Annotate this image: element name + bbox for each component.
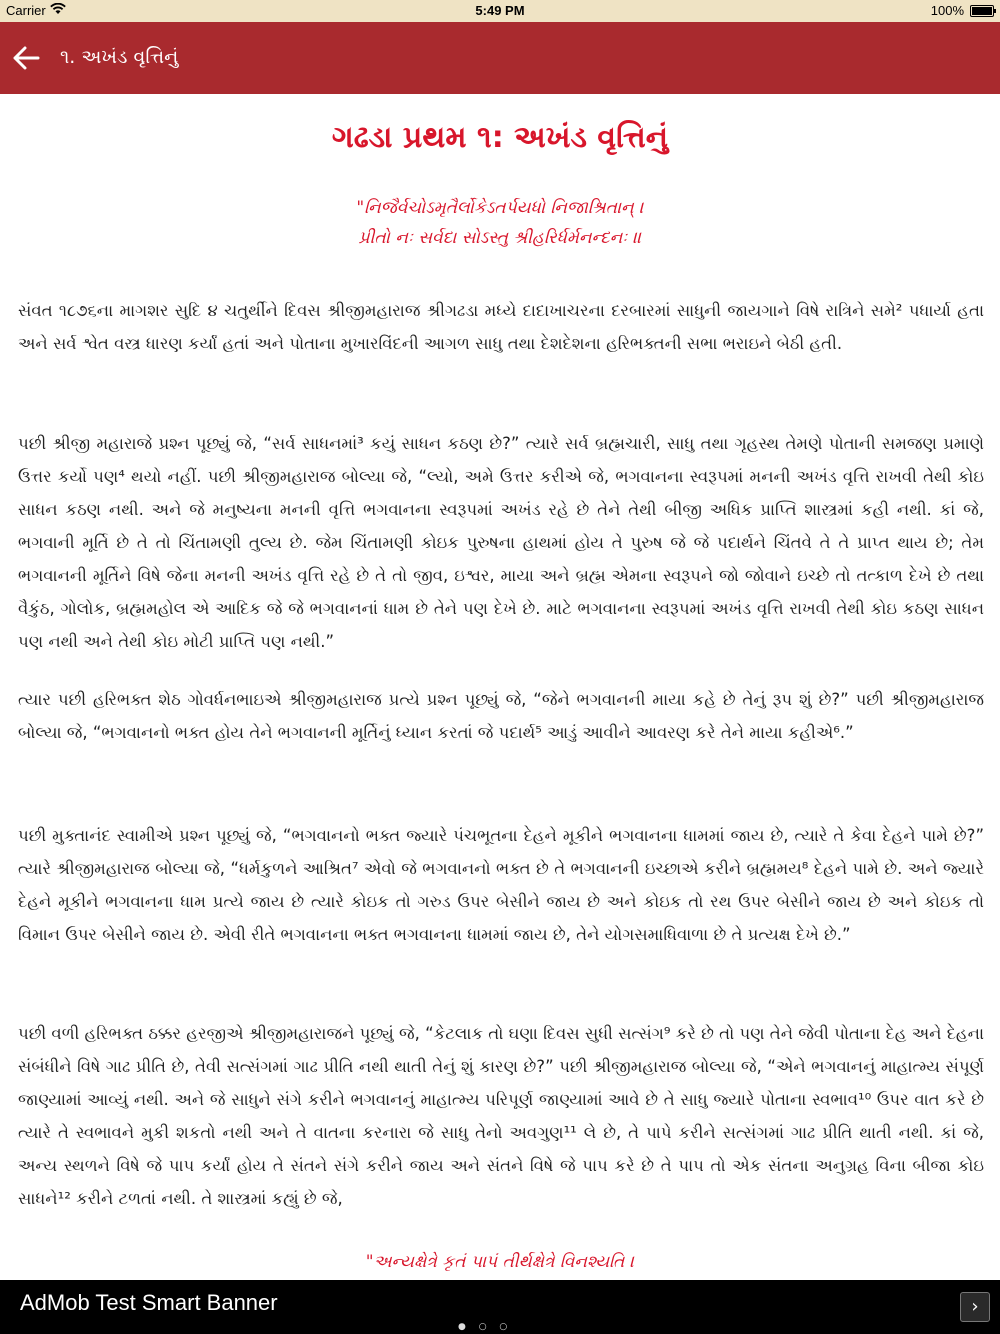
shloka-bottom-line: "અન્યક્ષેત્રે કૃતં પાપં તીર્થક્ષેત્રે વિનશ્યતિ । <box>365 1252 635 1272</box>
arrow-left-icon <box>12 46 40 70</box>
page-indicator-dots: ● ○ ○ <box>458 1322 513 1332</box>
clock: 5:49 PM <box>475 3 525 18</box>
article-content[interactable] <box>0 94 1000 1280</box>
ad-text: AdMob Test Smart Banner <box>20 1290 278 1315</box>
paragraph-2: પછી શ્રીજી મહારાજે પ્રશ્ન પૂછ્યું જે, “સર્વ સાધનમાં³ કયું સાધન કઠણ છે?” ત્યારે સર્વ બ્રહ્મચારી, સાધુ તથા ગૃહસ્થ તેમણે પોતાની સમજણ પ્રમાણે ઉત્તર કર્યો પણ⁴ થયો નહીં. પછી શ્રીજીમહારાજ બોલ્યા જે, “લ્યો, અમે ઉત્તર કરીએ જે, ભગવાનના સ્વરૂપમાં મનની અખંડ વૃત્તિ રાખવી તેથી કોઇ સાધન કઠણ નથી. અને જે મનુષ્યના મનની વૃત્તિ ભગવાનના સ્વરૂપમાં અખંડ રહે છે તેને તેથી બીજી અધિક પ્રાપ્તિ શાસ્ત્રમાં કહી નથી. કાં જે, ભગવાની મૂર્તિ છે તે તો ચિંતામણી તુલ્ય છે. જેમ ચિંતામણી કોઇક પુરુષના હાથમાં હોય તે પુરુષ જે જે પદાર્થને ચિંતવે તે તે પ્રાપ્ત થાય છે; તેમ ભગવાનની મૂર્તિને વિષે જેના મનની અખંડ વૃત્તિ રહે છે તે તો જીવ, ઇશ્વર, માયા અને બ્રહ્મ એમના સ્વરૂપને જો જોવાને ઇચ્છે તો તત્કાળ દેખે છે તથા વૈકુંઠ, ગોલોક, બ્રહ્મમહોલ એ આદિક જે જે ભગવાનનાં ધામ છે તેને પણ દેખે છે. માટે ભગવાનના સ્વરૂપમાં અખંડ વૃત્તિ રાખવી તેથી કોઇ કઠણ સાધન પણ નથી અને તેથી કોઇ મોટી પ્રાપ્તિ પણ નથી.” <box>18 434 984 651</box>
chevron-right-icon[interactable]: › <box>960 1292 990 1322</box>
status-bar <box>0 0 1000 22</box>
back-button[interactable] <box>6 36 46 80</box>
shloka-top-line-1: "નિજૈર્વચોઽમૃતૈર્લોકેઽતર્પયધો નિજાશ્રિતાન્ । <box>356 198 644 218</box>
paragraph-3: ત્યાર પછી હરિભક્ત શેઠ ગોવર્ધનભાઇએ શ્રીજીમહારાજ પ્રત્યે પ્રશ્ન પૂછ્યું જે, “જેને ભગવાનની માયા કહે છે તેનું રૂપ શું છે?” પછી શ્રીજીમહારાજ બોલ્યા જે, “ભગવાનનો ભક્ત હોય તેને ભગવાનની મૂર્તિનું ધ્યાન કરતાં જે પદાર્થ⁵ આડું આવીને આવરણ કરે તેને માયા કહીએ⁶.” <box>18 690 984 742</box>
article-heading: ગઢડા પ્રથમ ૧: અખંડ વૃત્તિનું <box>331 120 669 155</box>
navigation-bar <box>0 22 1000 94</box>
shloka-top-line-2: પ્રીતો નઃ સર્વદા સોઽસ્તુ શ્રીહરિર્ધર્મનન્દનઃ ॥ <box>358 228 642 248</box>
paragraph-1: સંવત ૧૮૭૬ના માગશર સુદિ ૪ ચતુર્થીને દિવસ શ્રીજીમહારાજ શ્રીગઢડા મધ્યે દાદાખાચરના દરબારમાં સાધુની જાયગાને વિષે રાત્રિને સમે² પધાર્યા હતા અને સર્વ શ્વેત વસ્ત્ર ધારણ કર્યાં હતાં અને પોતાના મુખારવિંદની આગળ સાધુ તથા દેશદેશના હરિભક્તની સભા ભરાઇને બેઠી હતી. <box>18 301 984 353</box>
paragraph-5: પછી વળી હરિભક્ત ઠક્કર હરજીએ શ્રીજીમહારાજને પૂછ્યું જે, “કેટલાક તો ઘણા દિવસ સુધી સત્સંગ⁹ કરે છે તો પણ તેને જેવી પોતાના દેહ અને દેહના સંબંધીને વિષે ગાઢ પ્રીતિ છે, તેવી સત્સંગમાં ગાઢ પ્રીતિ નથી થાતી તેનું શું કારણ છે?” પછી શ્રીજીમહારાજ બોલ્યા જે, “એને ભગવાનનું માહાત્મ્ય સંપૂર્ણ જાણ્યામાં આવ્યું નથી. અને જે સાધુને સંગે કરીને ભગવાનનું માહાત્મ્ય પરિપૂર્ણ જાણ્યામાં આવે છે તે સાધુ જ્યારે પોતાના સ્વભાવ¹⁰ ઉપર વાત કરે છે ત્યારે તે સ્વભાવને મુકી શકતો નથી અને તે વાતના કરનારા જે સાધુ તેનો અવગુણ¹¹ લે છે, તે પાપે કરીને સત્સંગમાં ગાઢ પ્રીતિ થાતી નથી. કાં જે, અન્ય સ્થળને વિષે જે પાપ કર્યાં હોય તે સંતને સંગે કરીને જાય અને સંતને વિષે જે પાપ કરે છે તે પાપ તો એક સંતના અનુગ્રહ વિના બીજા કોઇ સાધને¹² કરીને ટળતાં નથી. તે શાસ્ત્રમાં કહ્યું છે જે, <box>18 1024 984 1208</box>
battery-icon <box>970 5 994 17</box>
battery-percentage: 100% <box>930 3 964 18</box>
ad-banner[interactable] <box>0 1280 1000 1334</box>
nav-title: ૧. અખંડ વૃત્તિનું <box>60 46 179 68</box>
paragraph-4: પછી મુક્તાનંદ સ્વામીએ પ્રશ્ન પૂછ્યું જે, “ભગવાનનો ભક્ત જ્યારે પંચભૂતના દેહને મૂકીને ભગવાનના ધામમાં જાય છે, ત્યારે તે કેવા દેહને પામે છે?” ત્યારે શ્રીજીમહારાજ બોલ્યા જે, “ધર્મકુળને આશ્રિત⁷ એવો જે ભગવાનનો ભક્ત છે તે ભગવાનની ઇચ્છાએ કરીને બ્રહ્મમય⁸ દેહને પામે છે. અને જ્યારે દેહને મૂકીને ભગવાનના ધામ પ્રત્યે જાય છે ત્યારે કોઇક તો ગરુડ ઉપર બેસીને જાય છે અને કોઇક તો રથ ઉપર બેસીને જાય છે અને કોઇક તો વિમાન ઉપર બેસીને જાય છે. એવી રીતે ભગવાનના ભક્ત ભગવાનના ધામમાં જાય છે, તેને યોગસમાધિવાળા છે તે પ્રત્યક્ષ દેખે છે.” <box>18 826 984 944</box>
carrier-label: Carrier <box>6 3 46 18</box>
